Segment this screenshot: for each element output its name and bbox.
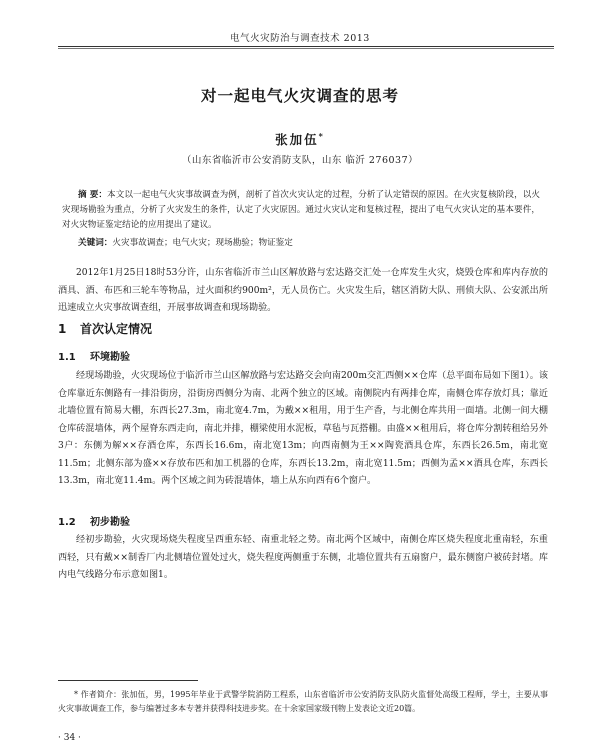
subsection-1-1-body <box>58 368 548 491</box>
abstract <box>62 188 540 233</box>
section-heading-1 <box>58 320 152 337</box>
section-number: 1 <box>58 322 67 336</box>
author-affiliation: （山东省临沂市公安消防支队，山东 临沂 276037） <box>181 155 419 166</box>
footnote-rule <box>58 680 198 681</box>
author-footnote: * 作者简介：张加伍，男，1995年毕业于武警学院消防工程系，山东省临沂市公安消防支队防火监督处高级工程师，学士，主要从事火灾事故调查工作，参与编著过多本专著并获得科技进步奖。在十余家国家级刊物上发表论文近20篇。 <box>58 690 548 713</box>
subsection-title: 环境勘验 <box>90 352 130 363</box>
subsection-heading-1-2 <box>58 513 130 528</box>
subsection-1-2-text: 经初步勘验，火灾现场烧失程度呈西重东轻、南重北轻之势。南北两个区域中，南侧仓库区烧失程度北重南轻，东重西轻，只有戴××制香厂内北侧墙位置处过火，烧失程度两侧重于东侧，北墙位置共有五扇窗户，最东侧窗户被砖封堵。库内电气线路分布示意如图1。 <box>58 535 548 580</box>
abstract-label: 摘 要： <box>78 190 108 200</box>
page-number: · 34 · <box>58 733 81 743</box>
subsection-1-1-text: 经现场勘验，火灾现场位于临沂市兰山区解放路与宏达路交会向南200m交汇西侧××仓库（总平面布局如下图1）。该仓库靠近东侧路有一排沿街房，沿街房西侧分为南、北两个独立的区域。南侧院内有两排仓库，南侧仓库存放灯具；靠近北墙位置有简易大棚，东西长27.3m，南北宽4.7m，为戴××租用，用于生产香，与北侧仓库共用一面墙。北侧一间大棚仓库砖混墙体，两个屋脊东西走向，南北并排，棚梁使用水泥板，草毡与瓦搭棚。由盛××租用后，将仓库分割转租给另外3户：东侧为解××存酒仓库，东西长16.6m，南北宽13m；向西南侧为王××陶瓷酒具仓库，东西长26.5m，南北宽11.5m；北侧东部为盛××存放布匹和加工机器的仓库，东西长13.2m，南北宽11.5m；西侧为孟××酒具仓库，东西长13.3m，南北宽11.4m。两个区域之间为砖混墙体，墙上从东向西有6个窗户。 <box>58 371 548 486</box>
keywords <box>78 236 548 248</box>
header-rule-thin <box>58 48 554 49</box>
subsection-heading-1-1 <box>58 348 130 363</box>
subsection-number: 1.2 <box>58 517 76 528</box>
article-title: 对一起电气火灾调查的思考 <box>200 87 399 105</box>
author-name: 张加伍 <box>275 132 319 147</box>
abstract-text: 本文以一起电气火灾事故调查为例，剖析了首次火灾认定的过程，分析了认定错误的原因。在火灾复核阶段，以火灾现场勘验为重点，分析了火灾发生的条件，认定了火灾原因。通过火灾认定和复核过程，提出了电气火灾认定的基本要件，对火灾物证鉴定结论的应用提出了建议。 <box>62 190 540 230</box>
subsection-title: 初步勘验 <box>90 517 130 528</box>
subsection-number: 1.1 <box>58 352 76 363</box>
intro-text: 2012年1月25日18时53分许，山东省临沂市兰山区解放路与宏达路交汇处一仓库发生火灾，烧毁仓库和库内存放的酒具、酒、布匹和三轮车等物品，过火面积约900m²，无人员伤亡。火灾发生后，辖区消防大队、刑侦大队、公安派出所迅速成立火灾事故调查组，开展事故调查和现场勘验。 <box>58 268 548 313</box>
author-footnote-mark: * <box>318 130 325 141</box>
subsection-1-2-body <box>58 532 548 585</box>
section-title: 首次认定情况 <box>80 322 153 336</box>
author-line <box>0 130 600 148</box>
header-rule <box>58 46 554 47</box>
intro-paragraph <box>58 265 548 318</box>
keywords-label: 关键词： <box>78 238 113 248</box>
running-header: 电气火灾防治与调查技术 2013 <box>230 33 370 44</box>
keywords-text: 火灾事故调查；电气火灾；现场勘验；物证鉴定 <box>112 238 293 248</box>
